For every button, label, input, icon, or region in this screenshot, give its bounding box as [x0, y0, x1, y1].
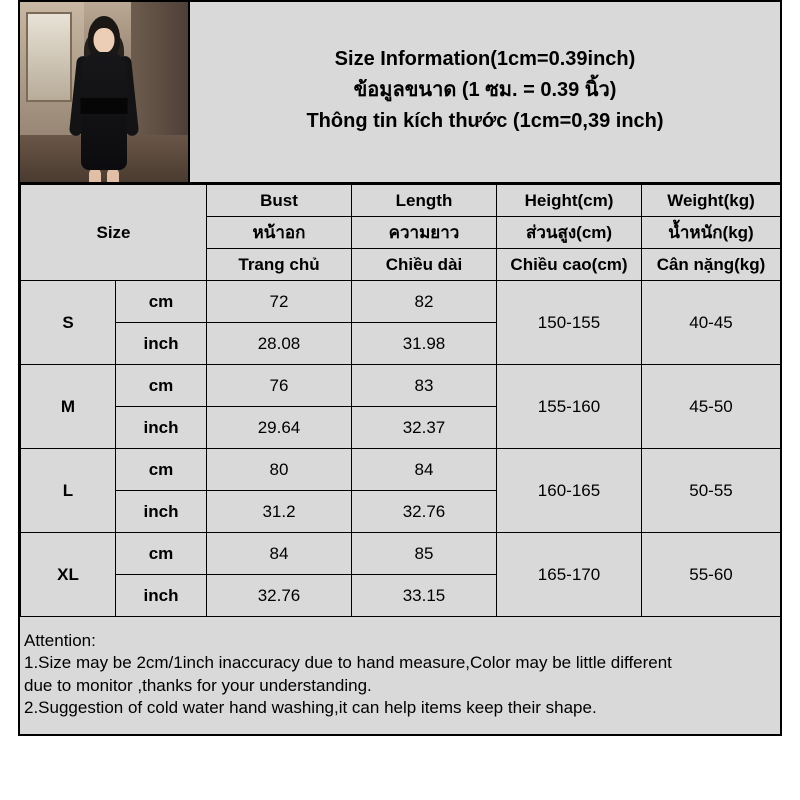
cell-weight-s: 40-45 — [642, 281, 781, 365]
table-row — [21, 533, 781, 575]
cell-height-s: 150-155 — [497, 281, 642, 365]
title-line-th: ข้อมูลขนาด (1 ซม. = 0.39 นิ้ว) — [353, 78, 617, 101]
header-bust-en: Bust — [207, 185, 352, 217]
cell-length-cm-l: 84 — [352, 449, 497, 491]
row-unit-inch: inch — [116, 491, 207, 533]
cell-bust-cm-m: 76 — [207, 365, 352, 407]
attention-heading: Attention: — [24, 631, 96, 650]
photo-model-leg-left — [89, 168, 101, 182]
header-bust-th: หน้าอก — [207, 217, 352, 249]
header-band — [20, 2, 780, 184]
size-table — [20, 184, 781, 617]
row-unit-cm: cm — [116, 533, 207, 575]
header-height-vi: Chiều cao(cm) — [497, 249, 642, 281]
cell-length-cm-s: 82 — [352, 281, 497, 323]
title-cell — [190, 2, 780, 182]
title-line-en: Size Information(1cm=0.39inch) — [334, 47, 636, 70]
row-size-m: M — [21, 365, 116, 449]
row-unit-cm: cm — [116, 365, 207, 407]
table-header-row-en — [21, 185, 781, 217]
header-length-en: Length — [352, 185, 497, 217]
header-length-th: ความยาว — [352, 217, 497, 249]
cell-bust-cm-l: 80 — [207, 449, 352, 491]
product-photo-cell — [20, 2, 190, 182]
cell-height-xl: 165-170 — [497, 533, 642, 617]
cell-bust-cm-s: 72 — [207, 281, 352, 323]
table-row — [21, 449, 781, 491]
row-unit-inch: inch — [116, 575, 207, 617]
cell-bust-inch-l: 31.2 — [207, 491, 352, 533]
attention-line-3: 2.Suggestion of cold water hand washing,it can help items keep their shape. — [24, 698, 597, 718]
photo-window — [26, 12, 72, 102]
header-length-vi: Chiều dài — [352, 249, 497, 281]
attention-line-1: 1.Size may be 2cm/1inch inaccuracy due to hand measure,Color may be little different — [24, 653, 672, 673]
row-unit-cm: cm — [116, 449, 207, 491]
product-photo — [20, 2, 188, 182]
row-unit-cm: cm — [116, 281, 207, 323]
photo-model-waist — [81, 98, 128, 114]
cell-length-inch-s: 31.98 — [352, 323, 497, 365]
cell-height-m: 155-160 — [497, 365, 642, 449]
table-row — [21, 281, 781, 323]
cell-weight-l: 50-55 — [642, 449, 781, 533]
cell-bust-cm-xl: 84 — [207, 533, 352, 575]
cell-bust-inch-m: 29.64 — [207, 407, 352, 449]
title-line-vi: Thông tin kích thước (1cm=0,39 inch) — [306, 109, 664, 132]
cell-length-cm-xl: 85 — [352, 533, 497, 575]
row-size-xl: XL — [21, 533, 116, 617]
table-row — [21, 365, 781, 407]
cell-length-inch-l: 32.76 — [352, 491, 497, 533]
cell-length-inch-xl: 33.15 — [352, 575, 497, 617]
cell-length-inch-m: 32.37 — [352, 407, 497, 449]
header-weight-vi: Cân nặng(kg) — [642, 249, 781, 281]
cell-bust-inch-s: 28.08 — [207, 323, 352, 365]
cell-bust-inch-xl: 32.76 — [207, 575, 352, 617]
cell-length-cm-m: 83 — [352, 365, 497, 407]
header-size-label: Size — [21, 185, 207, 281]
row-size-s: S — [21, 281, 116, 365]
photo-model — [69, 20, 139, 182]
header-weight-en: Weight(kg) — [642, 185, 781, 217]
photo-model-face — [94, 28, 115, 53]
header-height-th: ส่วนสูง(cm) — [497, 217, 642, 249]
header-height-en: Height(cm) — [497, 185, 642, 217]
cell-weight-xl: 55-60 — [642, 533, 781, 617]
header-weight-th: น้ำหนัก(kg) — [642, 217, 781, 249]
photo-model-leg-right — [107, 168, 119, 182]
attention-block — [18, 626, 782, 720]
cell-weight-m: 45-50 — [642, 365, 781, 449]
attention-line-2: due to monitor ,thanks for your understanding. — [24, 675, 372, 695]
row-size-l: L — [21, 449, 116, 533]
row-unit-inch: inch — [116, 407, 207, 449]
row-unit-inch: inch — [116, 323, 207, 365]
cell-height-l: 160-165 — [497, 449, 642, 533]
header-bust-vi: Trang chủ — [207, 249, 352, 281]
